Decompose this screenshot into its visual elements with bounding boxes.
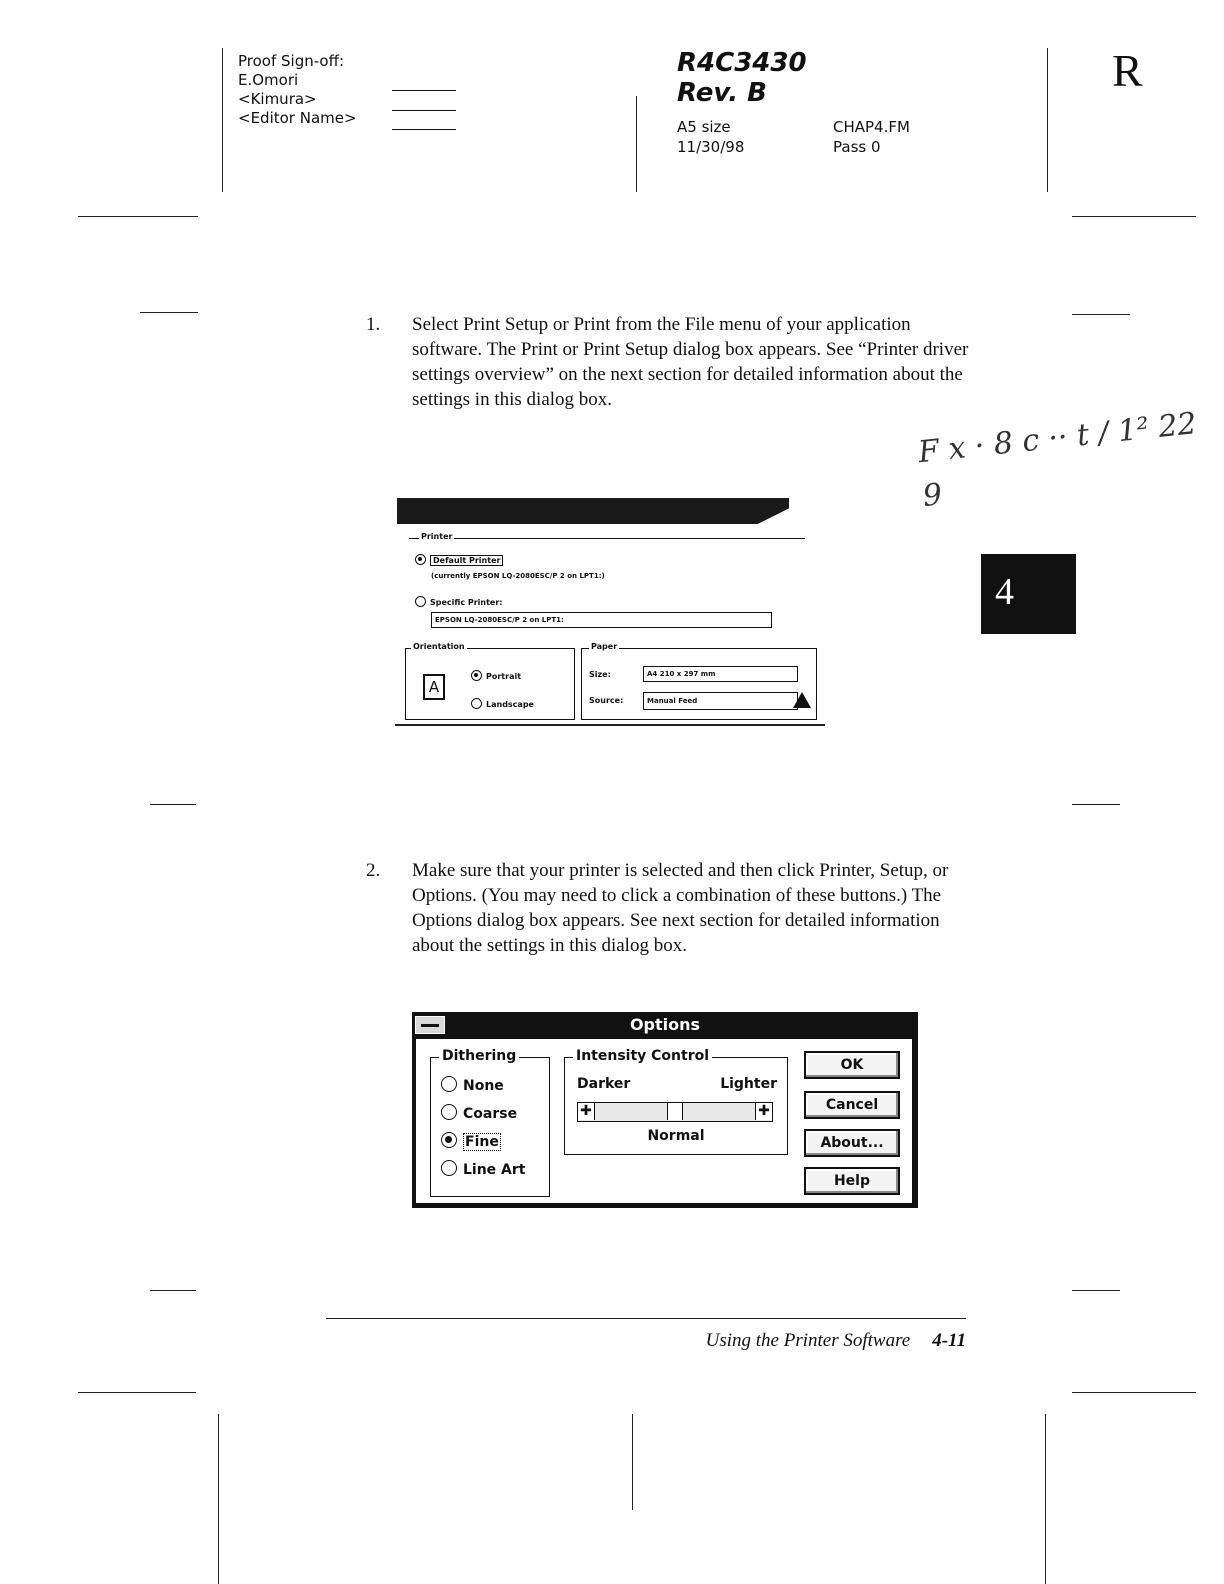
figure-bottom-edge [395, 724, 825, 726]
intensity-group-label: Intensity Control [573, 1048, 712, 1064]
dithering-option-label: None [463, 1078, 504, 1094]
footer-rule-left [218, 1414, 219, 1584]
intensity-slider-thumb[interactable] [667, 1103, 683, 1120]
corner-mark: R [1112, 45, 1143, 96]
step-number: 1. [366, 314, 381, 335]
portrait-radio[interactable] [471, 666, 521, 684]
orientation-icon [423, 674, 445, 700]
radio-empty-icon [441, 1104, 457, 1120]
dropdown-arrow-icon[interactable] [793, 692, 811, 708]
signer-name: E.Omori [238, 71, 299, 89]
radio-selected-icon [441, 1132, 457, 1148]
specific-printer-radio[interactable] [415, 592, 503, 610]
margin-mark-l3 [150, 1290, 196, 1291]
step-1 [366, 312, 986, 442]
dithering-option-label: Line Art [463, 1162, 526, 1178]
footer-rule-middle [632, 1414, 633, 1510]
footer-rule [326, 1318, 966, 1319]
proof-signoff-label: Proof Sign-off: [238, 52, 344, 70]
help-button[interactable]: Help [804, 1167, 900, 1195]
handwritten-note-text: F x · 8 c ·· t / 1² 22 9 [916, 406, 1199, 514]
document-code: R4C3430 [677, 48, 807, 78]
radio-empty-icon [441, 1160, 457, 1176]
dithering-option-fine[interactable] [441, 1132, 501, 1150]
increase-arrow-icon[interactable]: ✚ [755, 1103, 772, 1120]
step-2 [366, 858, 986, 988]
printer-group-label: Printer [421, 532, 453, 541]
dithering-option-label: Coarse [463, 1106, 518, 1122]
signature-line [392, 129, 456, 130]
crop-mark-bl [78, 1392, 196, 1393]
footer-section-title: Using the Printer Software [705, 1330, 911, 1351]
meta-date: 11/30/98 [677, 138, 745, 156]
dithering-group [430, 1048, 550, 1197]
dithering-option-coarse[interactable] [441, 1104, 517, 1122]
options-dialog-title: Options [629, 1015, 701, 1034]
margin-mark-r3 [1072, 1290, 1120, 1291]
dithering-option-line-art[interactable] [441, 1160, 526, 1178]
header-rule-left [222, 48, 223, 192]
options-dialog [412, 1012, 918, 1208]
radio-empty-icon [471, 698, 482, 709]
footer-rule-right [1045, 1414, 1046, 1584]
decrease-arrow-icon[interactable]: ✚ [578, 1103, 595, 1120]
ok-button[interactable]: OK [804, 1051, 900, 1079]
header-rule-middle [636, 96, 637, 192]
lighter-label: Lighter [720, 1076, 777, 1092]
page-footer [706, 1330, 966, 1352]
about-button[interactable]: About... [804, 1129, 900, 1157]
print-setup-title-bar [397, 498, 789, 524]
dithering-group-label: Dithering [439, 1048, 519, 1064]
radio-empty-icon [441, 1076, 457, 1092]
proof-signoff-block [238, 52, 357, 128]
margin-mark-r1 [1072, 314, 1130, 315]
document-code-block [677, 48, 807, 108]
crop-mark-br [1072, 1392, 1196, 1393]
print-setup-screenshot [395, 496, 827, 736]
chapter-tab [981, 554, 1076, 634]
intensity-group [564, 1048, 788, 1155]
darker-label: Darker [577, 1076, 631, 1092]
margin-mark-l2 [150, 804, 196, 805]
radio-selected-icon [471, 670, 482, 681]
size-label: Size: [589, 670, 611, 679]
current-printer-text: (currently EPSON LQ-2080ESC/P 2 on LPT1:) [431, 572, 605, 580]
radio-empty-icon [415, 596, 426, 607]
source-select[interactable]: Manual Feed [643, 692, 798, 710]
default-printer-radio[interactable] [415, 550, 503, 568]
meta-pass: Pass 0 [833, 138, 881, 156]
margin-mark-r2 [1072, 804, 1120, 805]
signer-name: <Editor Name> [238, 109, 357, 127]
landscape-radio[interactable] [471, 694, 534, 712]
options-dialog-body [416, 1039, 912, 1203]
signature-line [392, 110, 456, 111]
page-number: 4-11 [932, 1330, 966, 1351]
dithering-option-none[interactable] [441, 1076, 504, 1094]
intensity-slider[interactable] [577, 1102, 773, 1122]
signer-name: <Kimura> [238, 90, 317, 108]
paper-group-label: Paper [591, 642, 618, 651]
meta-file: CHAP4.FM [833, 118, 910, 136]
meta-size: A5 size [677, 118, 731, 136]
orientation-icon-letter: A [428, 678, 440, 696]
landscape-label: Landscape [486, 700, 534, 709]
orientation-group-label: Orientation [413, 642, 465, 651]
chapter-number: 4 [995, 571, 1014, 613]
crop-mark-tr [1072, 216, 1196, 217]
signature-line [392, 90, 456, 91]
dithering-option-label: Fine [465, 1134, 499, 1150]
step-number: 2. [366, 860, 381, 881]
step-text: Make sure that your printer is selected and then click Printer, Setup, or Options. (You may need to click a combination of these buttons.) The Options dialog box appears. See next section for detailed information about the settings in this dialog box. [412, 860, 949, 956]
specific-printer-select[interactable]: EPSON LQ-2080ESC/P 2 on LPT1: [431, 612, 772, 628]
portrait-label: Portrait [486, 672, 522, 681]
cancel-button[interactable]: Cancel [804, 1091, 900, 1119]
step-text: Select Print Setup or Print from the File menu of your application software. The Print or Print Setup dialog box appears. See “Printer driver settings overview” on the next section for detailed information about the settings in this dialog box. [412, 314, 969, 410]
size-select[interactable]: A4 210 x 297 mm [643, 666, 798, 682]
source-label: Source: [589, 696, 624, 705]
specific-printer-label: Specific Printer: [430, 598, 503, 607]
margin-mark-l1 [140, 312, 198, 313]
crop-mark-tl [78, 216, 198, 217]
default-printer-label: Default Printer [430, 555, 503, 566]
document-revision: Rev. B [677, 78, 767, 108]
radio-selected-icon [415, 554, 426, 565]
header-rule-right [1047, 48, 1048, 192]
intensity-value-label: Normal [647, 1128, 705, 1144]
